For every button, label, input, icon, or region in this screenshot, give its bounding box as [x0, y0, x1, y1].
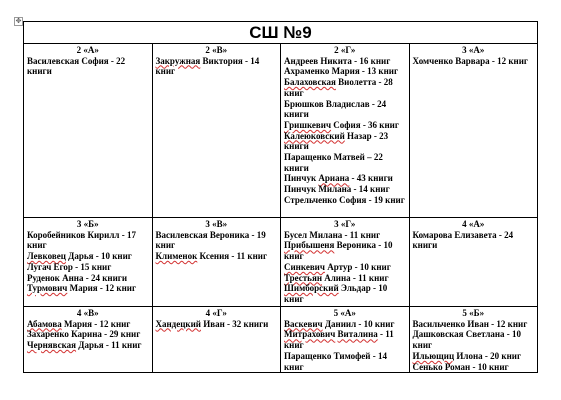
student-entry	[284, 351, 406, 372]
class-label: 3 «В»	[205, 219, 228, 229]
class-cell[interactable]	[152, 44, 281, 218]
class-label: 3 «Б»	[76, 219, 99, 229]
class-label: 2 «А»	[76, 45, 99, 55]
books-table	[23, 21, 538, 373]
entry-text: Эльдар - 10 книг	[284, 283, 388, 304]
entry-text: Дарья - 11 книг	[76, 340, 142, 351]
entry-text: - 43 книги	[349, 173, 393, 184]
student-entry	[413, 351, 535, 362]
entry-text: Руденок Анна - 24 книги	[27, 272, 128, 283]
student-entry	[27, 56, 149, 77]
entry-text: Василевская Вероника - 19 книг	[155, 229, 266, 251]
class-label: 5 «А»	[333, 308, 356, 318]
entry-text: Назар - 23 книги	[284, 130, 389, 152]
student-entry	[284, 230, 406, 241]
student-entry	[284, 329, 406, 350]
student-entry	[284, 66, 406, 77]
class-cell[interactable]	[24, 44, 153, 218]
student-entry	[27, 262, 149, 273]
table-row	[24, 307, 538, 373]
spellcheck-flagged-word: Ильющиц	[412, 350, 455, 361]
entry-text: Виктория - 14 книг	[155, 55, 260, 77]
entry-text: Комарова Елизавета - 24 книги	[412, 229, 514, 251]
class-label: 5 «Б»	[462, 308, 485, 318]
entry-text: Ахраменко Мария - 13 книг	[284, 66, 399, 77]
spellcheck-flagged-word: Шимборский	[284, 283, 339, 294]
entry-text: Мария - 12 книг	[67, 283, 137, 294]
student-entry	[27, 329, 149, 340]
class-label: 4 «А»	[462, 219, 485, 229]
spellcheck-flagged-word: Левковец	[27, 251, 66, 262]
student-entry	[284, 262, 406, 273]
student-entry	[284, 184, 406, 195]
spellcheck-flagged-word: Балаховская	[284, 77, 336, 88]
entry-text: Бусел Милана - 11 книг	[284, 229, 381, 240]
student-entry	[413, 319, 535, 330]
entry-text: Артур - 10 книг	[324, 261, 391, 272]
entry-text: Паращенко Тимофей - 14 книг	[284, 350, 387, 372]
entry-text: Брюшков Владислав - 24 книги	[284, 98, 387, 120]
student-entry	[284, 120, 406, 131]
entry-text: Васильченко Иван - 12 книг	[412, 318, 528, 329]
spellcheck-flagged-word: Ариана	[318, 173, 350, 184]
student-entry	[284, 195, 406, 206]
spellcheck-flagged-word: Гришкевич	[284, 119, 332, 130]
class-cell[interactable]	[409, 218, 538, 307]
student-entry	[27, 283, 149, 294]
class-cell[interactable]	[409, 307, 538, 373]
student-entry	[284, 283, 406, 304]
entry-text: Василевская София - 22 книги	[27, 55, 126, 77]
table-move-handle-icon[interactable]: ✥	[15, 17, 22, 25]
student-entry	[284, 77, 406, 98]
spellcheck-flagged-word: Калеюковский	[284, 130, 345, 141]
entry-text: Алина - 11 книг	[322, 272, 389, 283]
class-cell[interactable]	[24, 307, 153, 373]
spellcheck-flagged-word: Турмович	[27, 283, 68, 294]
entry-text: Илона - 20 книг	[454, 350, 522, 361]
student-entry	[27, 319, 149, 330]
spellcheck-flagged-word: Чернявская	[27, 340, 77, 351]
spellcheck-flagged-word: Трестьян	[284, 272, 322, 283]
table-row	[24, 218, 538, 307]
entry-text: Мария - 12 книг	[61, 318, 131, 329]
spellcheck-flagged-word: Виталина	[337, 329, 378, 340]
entry-text: Иван - 32 книги	[200, 318, 269, 329]
entry-text: Виолетта - 28 книг	[284, 77, 393, 98]
entry-text: Пинчук	[284, 173, 319, 184]
entry-text: Ксения - 11 книг	[197, 251, 268, 262]
spellcheck-flagged-word: Клименок	[155, 251, 198, 262]
entry-text: Даниил - 10 книг	[322, 318, 395, 329]
class-cell[interactable]	[152, 218, 281, 307]
student-entry	[156, 251, 278, 262]
spellcheck-flagged-word: Митрахович	[284, 329, 336, 340]
student-entry	[27, 273, 149, 284]
spellcheck-flagged-word: Закружная	[155, 55, 201, 66]
spellcheck-flagged-word: Абамова	[27, 318, 62, 329]
entry-text: Паращенко Матвей – 22 книги	[284, 152, 383, 173]
entry-text: Коробейников Кирилл - 17 книг	[27, 229, 136, 251]
spellcheck-flagged-word: Синкевич	[284, 261, 325, 272]
student-entry	[413, 362, 535, 373]
class-cell[interactable]	[281, 218, 410, 307]
entry-text: Андреев Никита - 16 книг	[284, 55, 391, 66]
entry-text: Сенько Роман - 10 книг	[412, 361, 509, 372]
class-label: 2 «В»	[205, 45, 228, 55]
student-entry	[284, 173, 406, 184]
table-title: СШ №9	[24, 22, 538, 44]
student-entry	[284, 319, 406, 330]
class-label: 3 «А»	[462, 45, 485, 55]
spellcheck-flagged-word: Прибышеня	[284, 240, 335, 251]
class-cell[interactable]	[152, 307, 281, 373]
entry-text: Дарья - 10 книг	[65, 251, 132, 262]
table-row	[24, 44, 538, 218]
entry-text: Захаренко Карина - 29 книг	[27, 329, 141, 340]
class-cell[interactable]	[24, 218, 153, 307]
student-entry	[284, 131, 406, 152]
student-entry	[156, 230, 278, 251]
entry-text: Хомченко Варвара - 12 книг	[412, 55, 529, 66]
student-entry	[27, 251, 149, 262]
student-entry	[284, 56, 406, 67]
student-entry	[413, 329, 535, 350]
student-entry	[27, 340, 149, 351]
entry-text: - 11 книг	[284, 329, 394, 351]
class-label: 4 «Г»	[205, 308, 227, 318]
student-entry	[284, 99, 406, 120]
class-label: 4 «В»	[76, 308, 99, 318]
spellcheck-flagged-word: Васкевич	[284, 318, 323, 329]
student-entry	[156, 319, 278, 330]
entry-text: Пинчук Милана - 14 книг	[284, 184, 390, 195]
class-cell[interactable]	[281, 44, 410, 218]
class-cell[interactable]	[281, 307, 410, 373]
class-label: 2 «Г»	[334, 45, 356, 55]
student-entry	[156, 56, 278, 77]
student-entry	[413, 56, 535, 67]
student-entry	[284, 152, 406, 173]
student-entry	[284, 273, 406, 284]
spellcheck-flagged-word: Хандецкий	[155, 318, 201, 329]
student-entry	[413, 230, 535, 251]
entry-text: Лугач Егор - 15 книг	[27, 261, 112, 272]
entry-text: Стрельченко София - 19 книг	[284, 194, 405, 205]
class-label: 3 «Г»	[334, 219, 356, 229]
entry-text: София - 36 книг	[331, 119, 399, 130]
entry-text: Дашковская Светлана - 10 книг	[412, 329, 522, 351]
student-entry	[27, 230, 149, 251]
class-cell[interactable]	[409, 44, 538, 218]
student-entry	[284, 240, 406, 261]
entry-text: Вероника - 10 книг	[284, 240, 393, 262]
